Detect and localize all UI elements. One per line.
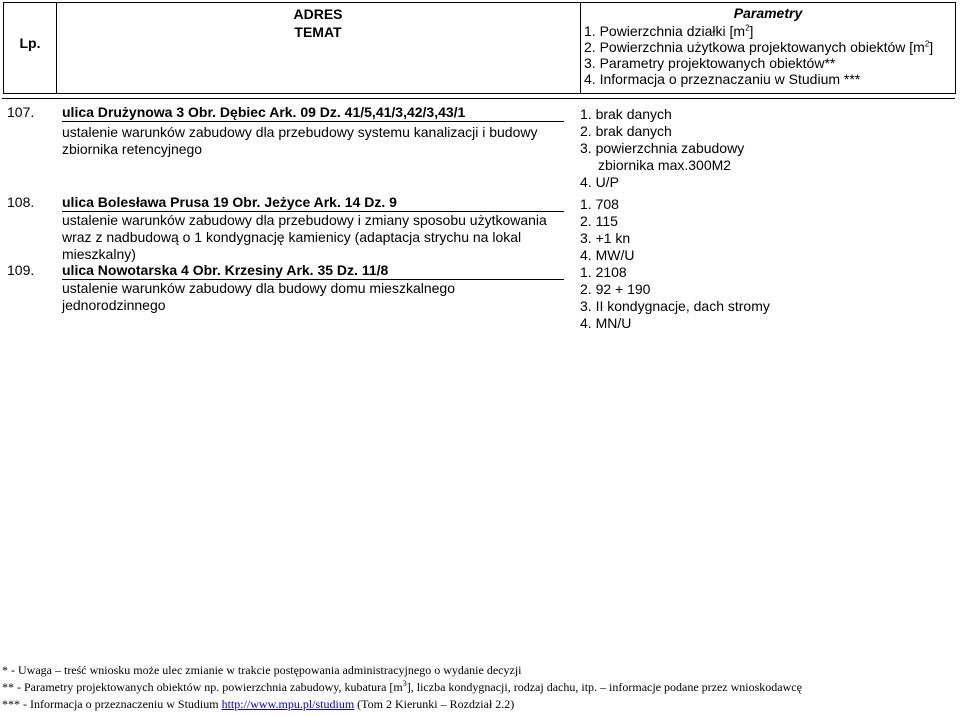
param-1: 1. brak danych [580, 106, 672, 122]
row-params [580, 196, 780, 264]
param-1: 1. 2108 [580, 264, 627, 280]
header-param-1 [584, 23, 952, 39]
row-topic [62, 212, 562, 263]
footnote-3-end: (Tom 2 Kierunki – Rozdział 2.2) [354, 697, 515, 711]
footnote-3-text: *** - Informacja o przeznaczeniu w Studium [2, 697, 222, 711]
param-4: 4. MW/U [580, 247, 635, 263]
row-address: ulica Nowotarska 4 Obr. Krzesiny Ark. 35 Dz. 11/8 [62, 262, 389, 278]
header-param-2-sup: 2 [924, 39, 930, 49]
param-4: 4. U/P [580, 174, 619, 190]
footnote-2-text: ** - Parametry projektowanych obiektów np. powierzchnia zabudowy, kubatura [m [2, 680, 403, 694]
footnote-3 [2, 696, 802, 713]
param-2: 2. 115 [580, 213, 618, 229]
param-2: 2. brak danych [580, 123, 672, 139]
header-param-1-sup: 2 [745, 23, 750, 33]
header-param-1-end: ] [749, 23, 754, 39]
header-parameters [584, 5, 952, 87]
param-2: 2. 92 + 190 [580, 281, 651, 297]
param-3-cont: zbiornika max.300M2 [598, 157, 732, 173]
param-4: 4. MN/U [580, 315, 632, 331]
footnotes [2, 662, 802, 713]
footnote-2 [2, 679, 802, 696]
row-topic-line: jednorodzinnego [62, 297, 166, 313]
row-address: ulica Drużynowa 3 Obr. Dębiec Ark. 09 Dz. 41/5,41/3,42/3,43/1 [62, 104, 466, 120]
row-topic-line: zbiornika retencyjnego [62, 141, 203, 157]
row-topic-line: mieszkalny) [62, 246, 136, 262]
row-topic-line: ustalenie warunków zabudowy dla budowy domu mieszkalnego [62, 280, 456, 296]
studium-link[interactable]: http://www.mpu.pl/studium [221, 697, 355, 711]
param-3: 3. +1 kn [580, 230, 631, 246]
row-topic [62, 280, 562, 314]
header-param-4: 4. Informacja o przeznaczaniu w Studium *** [584, 71, 861, 87]
row-topic-line: wraz z nadbudową o 1 kondygnację kamienicy (adaptacja strychu na lokal [62, 229, 522, 245]
row-topic-line: ustalenie warunków zabudowy dla przebudowy i zmiany sposobu użytkowania [62, 212, 547, 228]
row-topic-line: ustalenie warunków zabudowy dla przebudowy systemu kanalizacji i budowy [62, 124, 538, 140]
row-number: 108. [7, 194, 35, 210]
header-param-2-text: 2. Powierzchnia użytkowa projektowanych obiektów [m [584, 39, 925, 55]
row-address-underline [62, 121, 564, 122]
table-header [3, 2, 956, 94]
row-number: 107. [7, 104, 35, 120]
header-param-2-end: ] [929, 39, 934, 55]
header-param-2 [584, 39, 952, 55]
param-1: 1. 708 [580, 196, 619, 212]
header-temat: TEMAT [294, 24, 342, 40]
param-3: 3. powierzchnia zabudowy [580, 140, 745, 156]
row-topic [62, 124, 562, 158]
footnote-2-sup: 3 [402, 679, 407, 688]
header-parametry-title: Parametry [733, 5, 803, 21]
footnote-2-end: ], liczba kondygnacji, rodzaj dachu, itp. – informacje podane przez wnioskodawcę [406, 680, 802, 694]
header-adres: ADRES [293, 6, 343, 22]
footnote-1: * - Uwaga – treść wniosku może ulec zmianie w trakcie postępowania administracyjnego o wydanie decyzji [2, 663, 522, 677]
row-number: 109. [7, 262, 35, 278]
param-3: 3. II kondygnacje, dach stromy [580, 298, 770, 314]
header-divider [580, 3, 581, 93]
row-address: ulica Bolesława Prusa 19 Obr. Jeżyce Ark. 14 Dz. 9 [62, 194, 397, 210]
row-params [580, 264, 780, 332]
header-address-topic [56, 5, 580, 41]
header-param-3: 3. Parametry projektowanych obiektów** [584, 55, 836, 71]
header-bottom-rule [2, 98, 955, 99]
row-params [580, 106, 780, 191]
header-lp: Lp. [19, 35, 41, 51]
header-param-1-text: 1. Powierzchnia działki [m [584, 23, 746, 39]
